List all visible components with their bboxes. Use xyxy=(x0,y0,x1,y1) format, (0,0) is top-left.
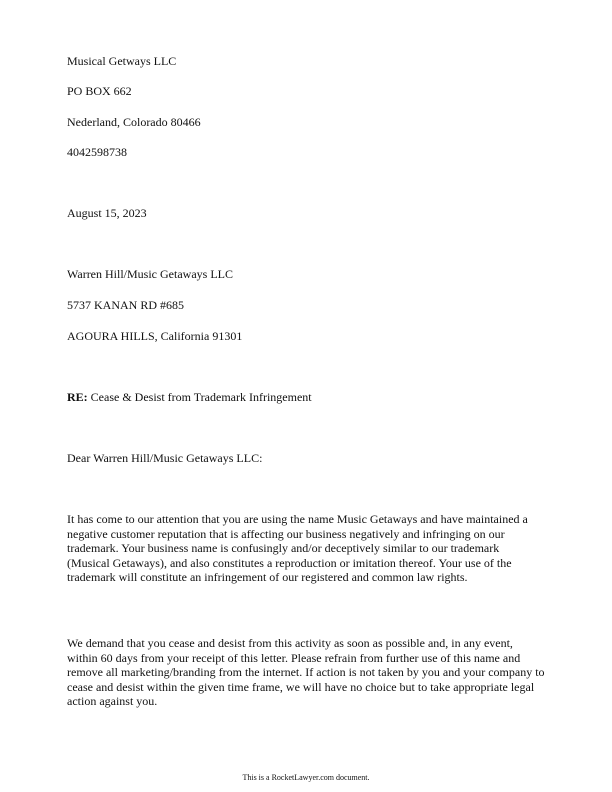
paragraph-line: within 60 days from your receipt of this letter. Please refrain from further use of this name and xyxy=(67,650,521,665)
sender-phone: 4042598738 xyxy=(67,145,127,159)
sender-city-state-zip: Nederland, Colorado 80466 xyxy=(67,115,201,129)
recipient-name: Warren Hill/Music Getaways LLC xyxy=(67,267,233,281)
paragraph-line: We demand that you cease and desist from this activity as soon as possible and, in any event, xyxy=(67,636,513,650)
subject-label: RE: xyxy=(67,390,88,404)
paragraph-line: It has come to our attention that you are using the name Music Getaways and have maintained a xyxy=(67,512,528,526)
body-paragraph-1 xyxy=(67,512,547,585)
letter-date: August 15, 2023 xyxy=(67,206,147,220)
body-paragraph-2 xyxy=(67,636,547,709)
recipient-address: 5737 KANAN RD #685 xyxy=(67,298,184,312)
sender-name: Musical Getways LLC xyxy=(67,54,177,68)
document-footer: This is a RocketLawyer.com document. xyxy=(242,773,370,782)
sender-address: PO BOX 662 xyxy=(67,84,132,98)
paragraph-line: remove all marketing/branding from the internet. If action is not taken by you and your company to xyxy=(67,665,545,680)
paragraph-line: negative customer reputation that is affecting our business negatively and infringing on our xyxy=(67,526,505,541)
recipient-city-state-zip: AGOURA HILLS, California 91301 xyxy=(67,329,243,343)
paragraph-line: trademark will constitute an infringement of our registered and common law rights. xyxy=(67,570,468,585)
salutation: Dear Warren Hill/Music Getaways LLC: xyxy=(67,451,263,465)
paragraph-line: action against you. xyxy=(67,694,158,709)
subject-line xyxy=(67,390,312,404)
subject-text: Cease & Desist from Trademark Infringement xyxy=(87,390,312,404)
paragraph-line: (Musical Getaways), and also constitutes a reproduction or imitation thereof. Your use of the xyxy=(67,555,512,570)
paragraph-line: trademark. Your business name is confusingly and/or deceptively similar to our trademark xyxy=(67,541,500,556)
paragraph-line: cease and desist within the given time frame, we will have no choice but to take appropriate legal xyxy=(67,679,535,694)
